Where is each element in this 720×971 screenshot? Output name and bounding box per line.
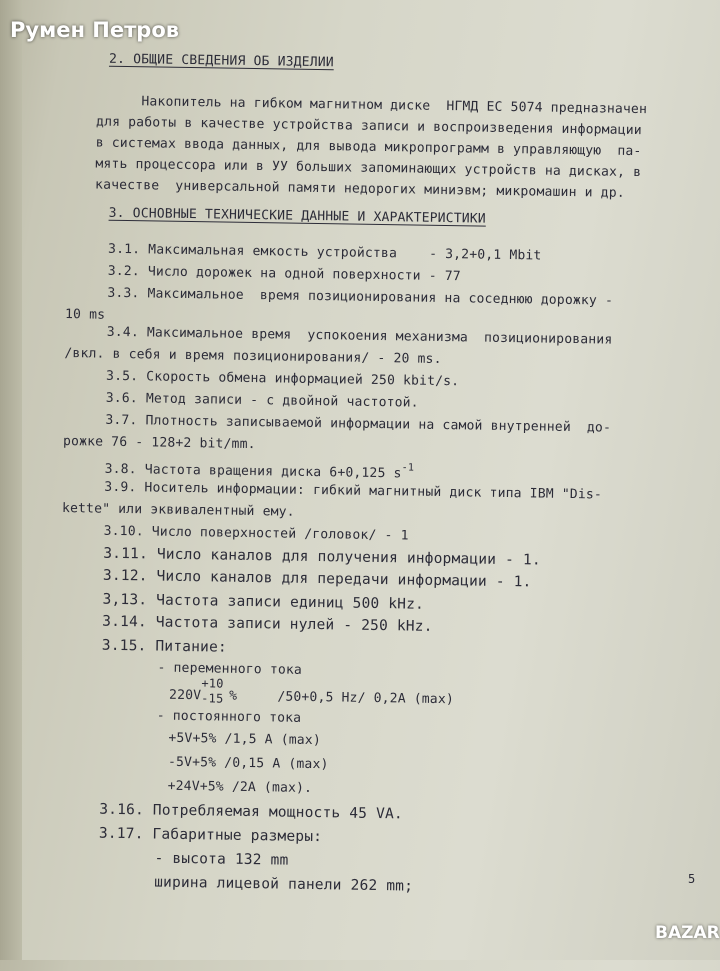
spec-line: ширина лицевой панели 262 mm; bbox=[154, 874, 414, 895]
ac-power-line bbox=[168, 676, 455, 708]
spec-line: 3.2. Число дорожек на одной поверхности - 77 bbox=[107, 263, 462, 285]
spec-line: +24V+5% /2A (max). bbox=[167, 778, 313, 796]
tolerance-minus: -15 bbox=[201, 691, 224, 706]
section-2-line: мять процессора или в УУ больших запоминающих устройств на дисках, в bbox=[95, 156, 642, 181]
section-2-line: Накопитель на гибком магнитном диске НГМД ЕС 5074 предназначен bbox=[141, 94, 648, 118]
tolerance-plus: +10 bbox=[201, 676, 224, 691]
spec-line: 3.12. Число каналов для передачи информации - 1. bbox=[102, 567, 532, 591]
page-number: 5 bbox=[688, 872, 696, 886]
spec-line: 3.11. Число каналов для получения информации - 1. bbox=[103, 545, 541, 569]
spec-line: 3.17. Габаритные размеры: bbox=[98, 825, 323, 846]
seller-name: Румен Петров bbox=[10, 18, 180, 42]
spec-line: рожке 76 - 128+2 bit/mm. bbox=[62, 434, 256, 453]
spec-line: - высота 132 mm bbox=[154, 850, 289, 869]
section-3-title: 3. ОСНОВНЫЕ ТЕХНИЧЕСКИЕ ДАННЫЕ И ХАРАКТЕРИСТИКИ bbox=[108, 205, 487, 227]
spec-line: 3.10. Число поверхностей /головок/ - 1 bbox=[103, 523, 409, 544]
ac-tolerance bbox=[201, 676, 229, 706]
spec-line: 3.15. Питание: bbox=[101, 637, 228, 656]
section-2-line: в системах ввода данных, для вывода микропрограмм в управляющую па- bbox=[95, 135, 642, 160]
superscript: -1 bbox=[401, 462, 415, 474]
spec-line: 3.14. Частота записи нулей - 250 kHz. bbox=[102, 613, 433, 635]
spec-line: 3,13. Частота записи единиц 500 kHz. bbox=[102, 591, 425, 613]
section-2-line: для работы в качестве устройства записи и воспроизведения информации bbox=[95, 114, 642, 139]
spec-line: 3.7. Плотность записываемой информации на самой внутренней до- bbox=[105, 412, 612, 436]
ac-frequency: /50+0,5 Hz/ 0,2A (max) bbox=[277, 689, 455, 708]
spec-line: - переменного тока bbox=[157, 660, 303, 678]
spec-line: 3.16. Потребляемая мощность 45 VA. bbox=[99, 801, 404, 823]
spec-line: -5V+5% /0,15 A (max) bbox=[167, 754, 329, 773]
tolerance-unit: % bbox=[229, 688, 238, 704]
spec-line: 3.4. Максимальное время успокоения механизма позиционирования bbox=[106, 324, 613, 348]
spec-line: 3.9. Носитель информации: гибкий магнитный диск типа IBM "Dis- bbox=[104, 479, 603, 503]
spec-line: - постоянного тока bbox=[156, 708, 302, 726]
spec-line: /вкл. в себя и время позиционирования/ - 20 ms. bbox=[64, 346, 442, 367]
spec-line: 3.5. Скорость обмена информацией 250 kbit/s. bbox=[105, 368, 460, 390]
spec-line-rotation bbox=[105, 458, 415, 482]
spec-line: 10 ms bbox=[64, 307, 106, 323]
section-2-title: 2. ОБЩИЕ СВЕДЕНИЯ ОБ ИЗДЕЛИИ bbox=[108, 51, 334, 71]
spec-line: +5V+5% /1,5 A (max) bbox=[168, 730, 322, 749]
spec-line: 3.6. Метод записи - с двойной частотой. bbox=[105, 390, 419, 411]
section-2-line: качестве универсальной памяти недорогих миниэвм; микромашин и др. bbox=[94, 177, 625, 201]
bazar-watermark: BAZAR bbox=[655, 923, 720, 943]
spec-line: 3.3. Максимальное время позиционирования на соседнюю дорожку - bbox=[107, 285, 614, 309]
spec-line: 3.1. Максимальная емкость устройства - 3,2+0,1 Mbit bbox=[107, 241, 542, 264]
ac-voltage: 220V bbox=[168, 687, 202, 704]
spec-line: kette" или эквивалентный ему. bbox=[61, 501, 295, 520]
spec-line-text: 3.8. Частота вращения диска 6+0,125 s bbox=[104, 461, 402, 482]
